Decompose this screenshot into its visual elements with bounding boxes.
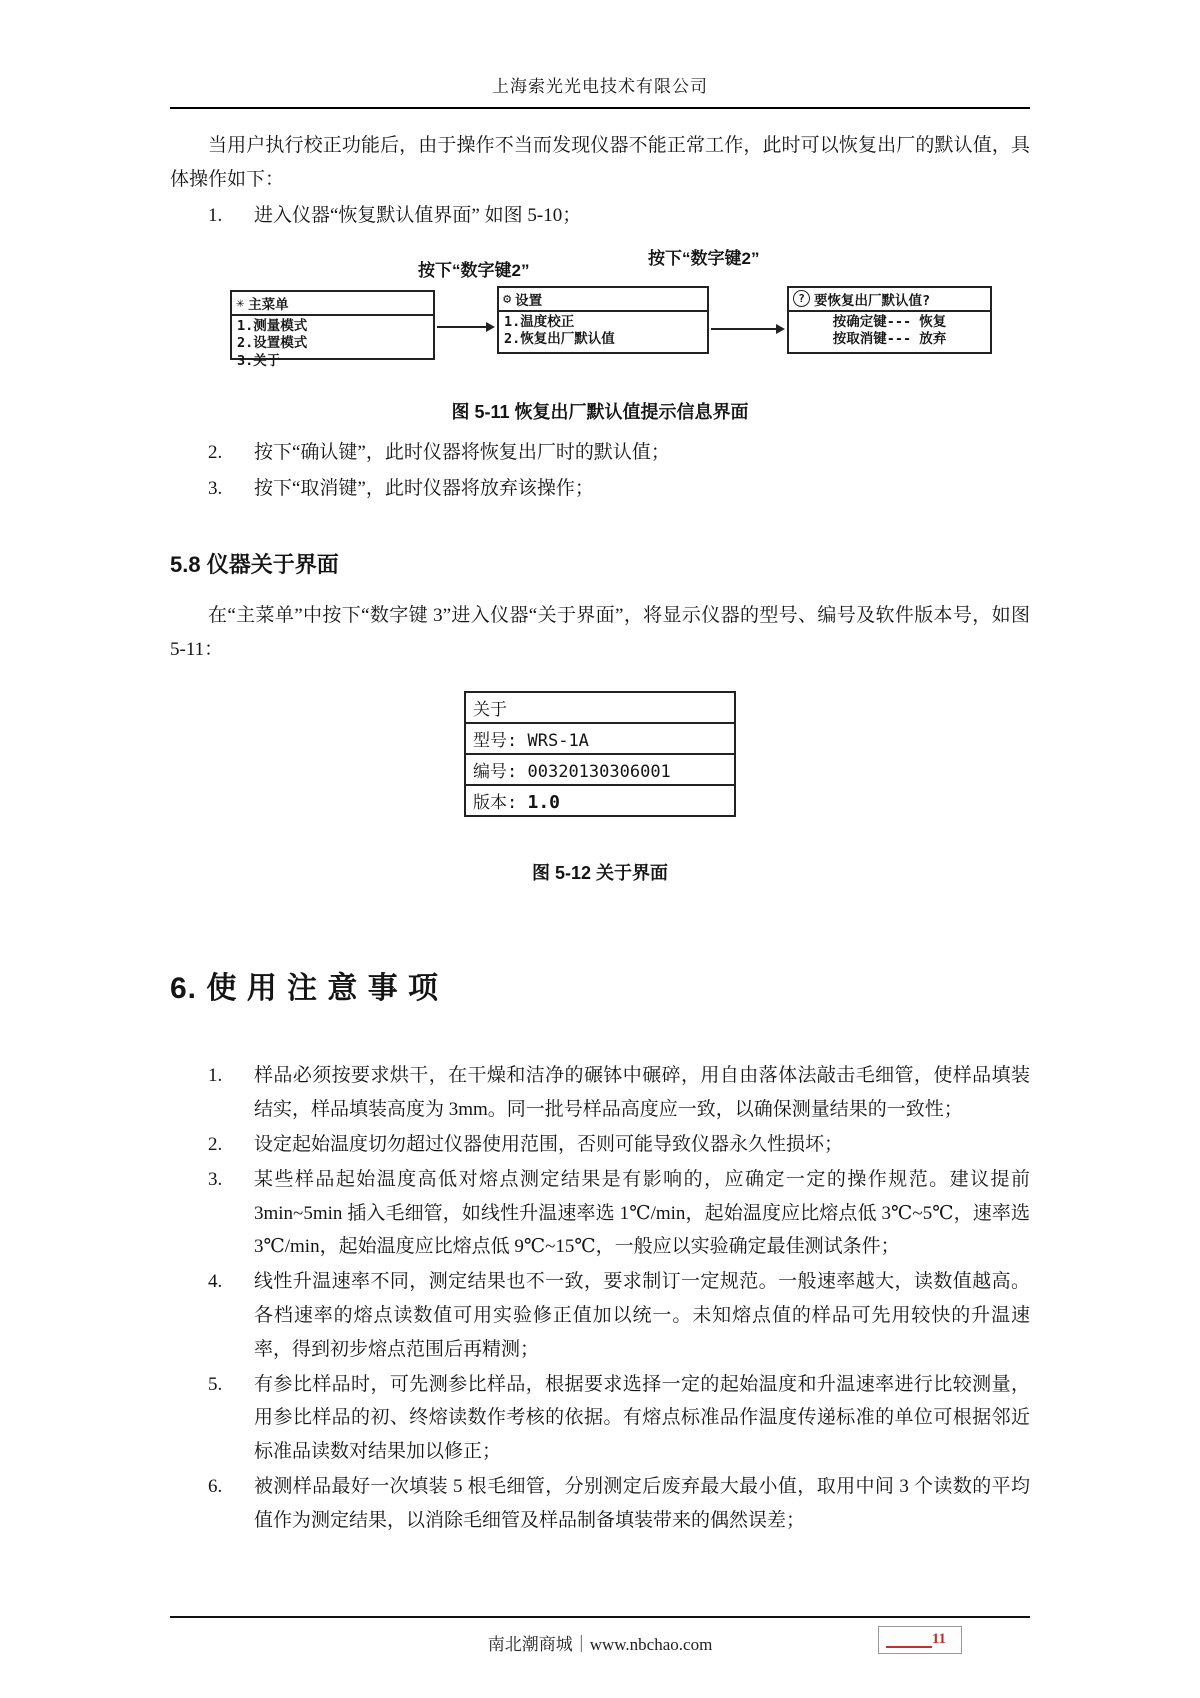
menu-icon: ✳ — [236, 294, 245, 311]
screen-items — [789, 312, 990, 352]
figure-menu-flow — [170, 244, 1030, 382]
menu-item: 2.设置模式 — [237, 335, 308, 352]
page-header — [170, 0, 1030, 109]
list-text: 有参比样品时，可先测参比样品，根据要求选择一定的起始温度和升温速率进行比较测量，用参比样品的初、终熔读数作考核的依据。有熔点标准品作温度传递标准的单位可根据邻近标准品读数对结果加以修正； — [254, 1373, 1030, 1463]
about-serial-row — [466, 755, 734, 786]
screen-main-menu — [230, 290, 435, 369]
screen-title-bar — [499, 288, 707, 312]
arrow-right-icon — [711, 328, 783, 330]
about-value: 1.0 — [527, 792, 561, 814]
list-text: 线性升温速率不同，测定结果也不一致，要求制订一定规范。一般速率越大，读数值越高。各档速率的熔点读数值可用实验修正值加以统一。未知熔点值的样品可先用较快的升温速率，得到初步熔点范围后再精测； — [254, 1271, 1030, 1360]
company-name: 上海索光光电技术有限公司 — [492, 77, 708, 96]
about-label: 编号: — [473, 762, 518, 783]
screen-confirm-dialog — [787, 286, 992, 354]
list-text: 进入仪器“恢复默认值界面” 如图 5-10； — [254, 205, 582, 227]
footer-divider — [170, 1616, 1030, 1618]
list-text: 设定起始温度切勿超过仪器使用范围，否则可能导致仪器永久性损坏； — [254, 1133, 844, 1155]
menu-item: 按确定键--- 恢复 — [832, 313, 947, 330]
list-text: 按下“确认键”，此时仪器将恢复出厂时的默认值； — [254, 441, 670, 463]
list-number: 3. — [208, 1168, 223, 1190]
list-item — [170, 1163, 1030, 1264]
arrow-right-icon — [437, 326, 493, 328]
screen-title-bar — [789, 288, 990, 312]
about-label: 型号: — [473, 731, 518, 752]
list-number: 3. — [208, 477, 223, 499]
menu-item: 2.恢复出厂默认值 — [504, 331, 615, 348]
list-item — [170, 1265, 1030, 1366]
figure-caption: 图 5-11 恢复出厂默认值提示信息界面 — [451, 401, 749, 422]
question-icon: ? — [793, 290, 810, 307]
press-key-label: 按下“数字键2” — [648, 248, 760, 268]
screen-title: 主菜单 — [248, 296, 289, 313]
list-item — [170, 1128, 1030, 1162]
list-number: 5. — [208, 1373, 223, 1395]
list-item — [170, 472, 1030, 506]
footer-site-text: 南北潮商城｜www.nbchao.com — [487, 1635, 713, 1654]
about-version-row — [466, 786, 734, 815]
about-title-row: 关于 — [466, 693, 734, 724]
about-label: 版本: — [473, 793, 518, 814]
list-item — [170, 1368, 1030, 1469]
screen-items — [499, 312, 707, 352]
menu-item: 1.温度校正 — [504, 313, 575, 330]
list-item — [170, 1059, 1030, 1127]
screen-title-bar — [232, 292, 433, 316]
page-number-underline — [886, 1646, 932, 1648]
menu-item: 按取消键--- 放弃 — [832, 331, 947, 348]
figure-about-screen — [464, 691, 736, 817]
screen-title: 设置 — [515, 292, 543, 309]
list-text: 被测样品最好一次填装 5 根毛细管，分别测定后废弃最大最小值，取用中间 3 个读数的平均值作为测定结果，以消除毛细管及样品制备填装带来的偶然误差； — [254, 1476, 1030, 1531]
section-58-paragraph: 在“主菜单”中按下“数字键 3”进入仪器“关于界面”，将显示仪器的型号、编号及软件版本号，如图 5-11： — [170, 604, 1030, 661]
list-number: 2. — [208, 1133, 223, 1155]
list-number: 4. — [208, 1271, 223, 1293]
list-text: 某些样品起始温度高低对熔点测定结果是有影响的，应确定一定的操作规范。建议提前 3min~5min 插入毛细管，如线性升温速率选 1℃/min，起始温度应比熔点低 3℃~5℃，速率选 3℃/min，起始温度应比熔点低 9℃~15℃，一般应以实验确定最佳测试条件； — [254, 1168, 1030, 1258]
screen-items — [232, 316, 433, 374]
figure-caption: 图 5-12 关于界面 — [531, 863, 669, 884]
list-text: 样品必须按要求烘干，在干燥和洁净的碾钵中碾碎，用自由落体法敲击毛细管，使样品填装结实，样品填装高度为 3mm。同一批号样品高度应一致，以确保测量结果的一致性； — [254, 1065, 1030, 1121]
list-number: 1. — [208, 205, 223, 227]
settings-icon: ⚙ — [503, 290, 512, 307]
screen-settings — [497, 286, 709, 354]
notes-list — [170, 1059, 1030, 1537]
list-number: 2. — [208, 441, 223, 463]
list-number: 6. — [208, 1476, 223, 1498]
page-number: 11 — [931, 1631, 946, 1647]
press-key-label: 按下“数字键2” — [418, 260, 530, 280]
intro-paragraph: 当用户执行校正功能后，由于操作不当而发现仪器不能正常工作，此时可以恢复出厂的默认值，具体操作如下： — [170, 135, 1030, 191]
menu-item: 3.关于 — [237, 352, 281, 369]
page-content — [170, 0, 1030, 1538]
list-item — [170, 1470, 1030, 1538]
page-number-badge — [878, 1626, 962, 1654]
section-heading-58: 5.8 仪器关于界面 — [170, 551, 339, 577]
about-model-row — [466, 724, 734, 755]
section-heading-6: 6. 使 用 注 意 事 项 — [170, 972, 440, 1006]
screen-title: 要恢复出厂默认值? — [814, 292, 931, 309]
about-value: 00320130306001 — [527, 762, 671, 783]
list-text: 按下“取消键”，此时仪器将放弃该操作； — [254, 477, 594, 499]
list-item — [170, 199, 1030, 233]
menu-item: 1.测量模式 — [237, 317, 308, 334]
list-number: 1. — [208, 1065, 223, 1087]
list-item — [170, 436, 1030, 470]
about-value: WRS-1A — [527, 731, 589, 752]
